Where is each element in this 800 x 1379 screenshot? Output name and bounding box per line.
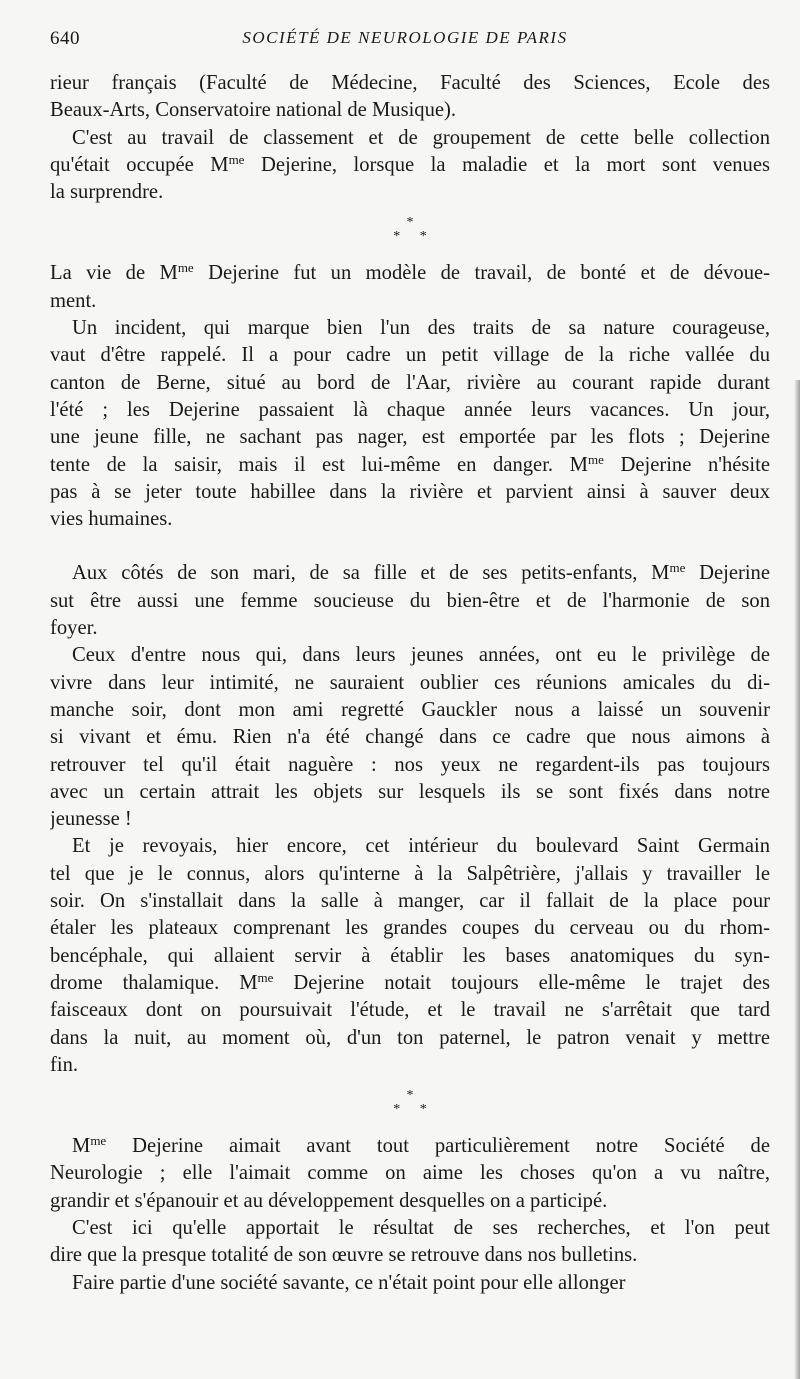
paragraph — [50, 833, 770, 1079]
paragraph — [50, 260, 770, 315]
text-line: $M^{me}$ Dejerine aimait avant tout particulièrement notre Société de — [72, 1133, 770, 1158]
section-separator-asterism — [50, 1079, 770, 1133]
text-line: drome thalamique. $M^{me}$ Dejerine notait toujours elle-même le trajet des — [50, 969, 770, 994]
text-line: la surprendre. — [50, 181, 164, 204]
text-line: tel que je le connus, alors qu'interne à la Salpêtrière, j'allais y travailler le — [50, 862, 770, 885]
text-line: l'été ; les Dejerine passaient là chaque année leurs vacances. Un jour, — [50, 398, 770, 421]
text-line: soir. On s'installait dans la salle à manger, car il fallait de la place pour — [50, 890, 770, 913]
asterism-bottom: * * — [393, 1102, 435, 1118]
text-line: canton de Berne, situé au bord de l'Aar, rivière au courant rapide durant — [50, 371, 770, 394]
text-line: manche soir, dont mon ami regretté Gauckler nous a laissé un souvenir — [50, 698, 770, 721]
text-line: Aux côtés de son mari, de sa fille et de ses petits-enfants, $M^{me}$ Dejerine — [72, 560, 770, 585]
text-line: dans la nuit, au moment où, d'un ton paternel, le patron venait y mettre — [50, 1026, 770, 1049]
page-number: 640 — [50, 28, 80, 49]
text-line: tente de la saisir, mais il est lui-même en danger. $M^{me}$ Dejerine n'hésite — [50, 451, 770, 476]
text-line: C'est au travail de classement et de groupement de cette belle collection — [72, 126, 770, 149]
text-line: vaut d'être rappelé. Il a pour cadre un petit village de la riche vallée du — [50, 344, 770, 367]
text-line: étaler les plateaux comprenant les grandes coupes du cerveau ou du rhom- — [50, 917, 770, 940]
text-line: Beaux-Arts, Conservatoire national de Musique). — [50, 99, 457, 122]
text-line: sut être aussi une femme soucieuse du bien-être et de l'harmonie de son — [50, 589, 770, 612]
text-line: fin. — [50, 1053, 79, 1076]
text-line: dire que la presque totalité de son œuvre se retrouve dans nos bulletins. — [50, 1244, 638, 1267]
running-title: SOCIÉTÉ DE NEUROLOGIE DE PARIS — [242, 28, 568, 47]
paragraph — [50, 1133, 770, 1215]
text-line: grandir et s'épanouir et au développement desquelles on a participé. — [50, 1189, 608, 1212]
paragraph — [50, 1215, 770, 1270]
text-line: retrouver tel qu'il était naguère : nos yeux ne regardent-ils pas toujours — [50, 753, 770, 776]
paragraph — [50, 125, 770, 207]
page-header — [50, 28, 760, 58]
text-line: Neurologie ; elle l'aimait comme on aime les choses qu'on a vu naître, — [50, 1162, 770, 1185]
section-separator-asterism — [50, 206, 770, 260]
paragraph — [50, 70, 770, 125]
asterism-top: * — [406, 215, 414, 231]
text-line: rieur français (Faculté de Médecine, Faculté des Sciences, Ecole des — [50, 72, 770, 94]
paragraph — [50, 1270, 770, 1297]
text-line: vies humaines. — [50, 508, 173, 531]
paragraph-gap — [50, 533, 770, 560]
text-line: C'est ici qu'elle apportait le résultat de ses recherches, et l'on peut — [72, 1216, 770, 1239]
text-line: ment. — [50, 289, 97, 312]
text-line: Et je revoyais, hier encore, cet intérieur du boulevard Saint Germain — [72, 835, 770, 858]
text-line: Ceux d'entre nous qui, dans leurs jeunes années, ont eu le privilège de — [72, 644, 770, 667]
text-line: avec un certain attrait les objets sur lesquels ils se sont fixés dans notre — [50, 780, 770, 803]
asterism-top: * — [406, 1088, 414, 1104]
text-line: vivre dans leur intimité, ne sauraient oublier ces réunions amicales du di- — [50, 671, 770, 694]
asterism-bottom: * * — [393, 229, 435, 245]
text-line: jeunesse ! — [50, 808, 132, 831]
paragraph — [50, 560, 770, 642]
text-line: Un incident, qui marque bien l'un des traits de sa nature courageuse, — [72, 317, 770, 340]
text-line: foyer. — [50, 617, 98, 640]
paragraph — [50, 315, 770, 533]
text-line: si vivant et ému. Rien n'a été changé dans ce cadre que nous aimons à — [50, 726, 770, 749]
text-line: qu'était occupée $M^{me}$ Dejerine, lorsque la maladie et la mort sont venues — [50, 151, 770, 176]
text-line: une jeune fille, ne sachant pas nager, est emportée par les flots ; Dejerine — [50, 426, 770, 449]
page-edge-shadow — [794, 380, 800, 1379]
text-line: La vie de $M^{me}$ Dejerine fut un modèle de travail, de bonté et de dévoue- — [50, 260, 770, 285]
body-text — [50, 70, 770, 1297]
text-line: bencéphale, qui allaient servir à établir les bases anatomiques du syn- — [50, 944, 770, 967]
text-line: pas à se jeter toute habillee dans la rivière et parvient ainsi à sauver deux — [50, 480, 770, 503]
text-line: Faire partie d'une société savante, ce n'était point pour elle allonger — [72, 1271, 626, 1294]
text-line: faisceaux dont on poursuivait l'étude, et le travail ne s'arrêtait que tard — [50, 999, 770, 1022]
paragraph — [50, 642, 770, 833]
